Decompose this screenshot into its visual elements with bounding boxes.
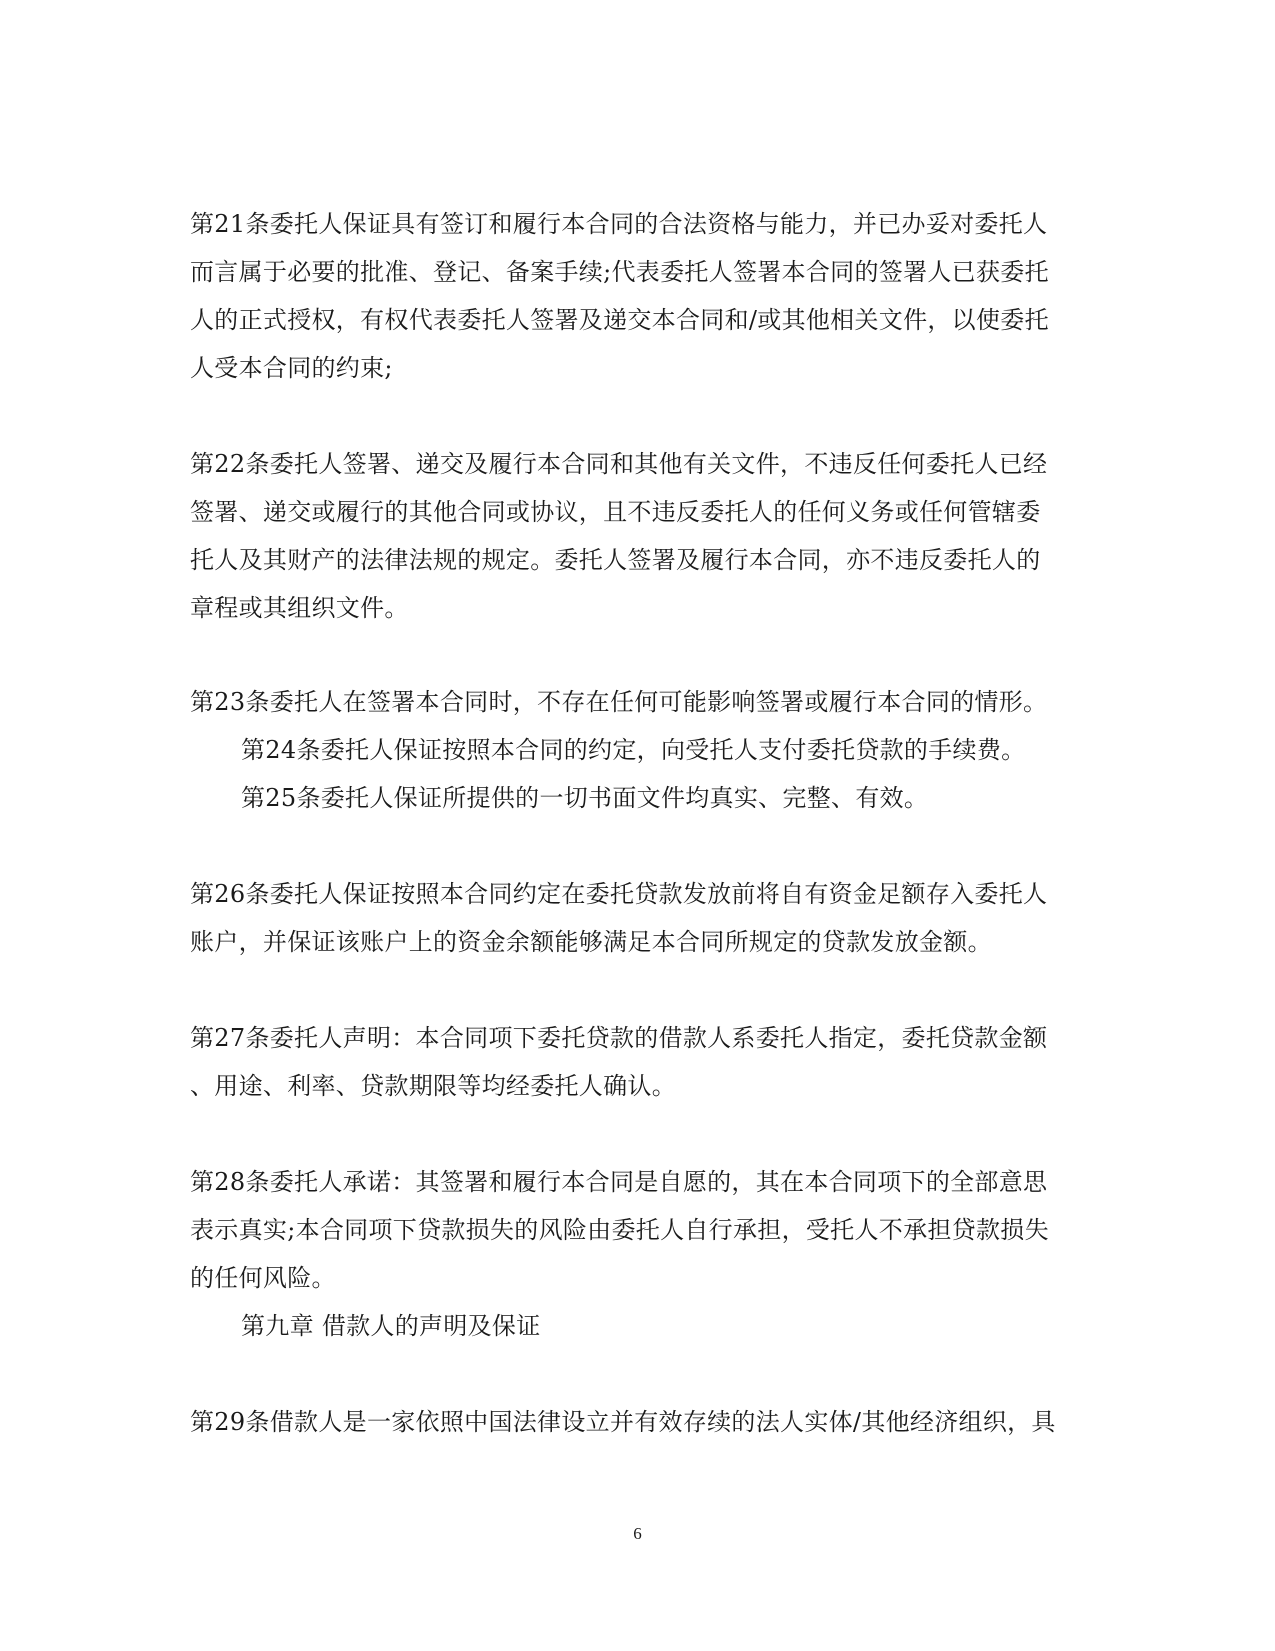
clause-22-line: 第22条委托人签署、递交及履行本合同和其他有关文件，不违反任何委托人已经 — [190, 450, 1048, 478]
clause-26-line: 账户，并保证该账户上的资金余额能够满足本合同所规定的贷款发放金额。 — [190, 928, 992, 956]
chapter-9-heading — [241, 1302, 1121, 1350]
clause-22-line: 签署、递交或履行的其他合同或协议，且不违反委托人的任何义务或任何管辖委 — [190, 498, 1041, 526]
clause-24 — [241, 726, 1121, 774]
chapter-heading-line: 第九章 借款人的声明及保证 — [241, 1312, 541, 1340]
clause-26-line: 第26条委托人保证按照本合同约定在委托贷款发放前将自有资金足额存入委托人 — [190, 880, 1048, 908]
clause-26 — [190, 870, 1070, 966]
clause-23 — [190, 678, 1070, 726]
page-number: 6 — [633, 1524, 642, 1543]
clause-27-line: 第27条委托人声明：本合同项下委托贷款的借款人系委托人指定，委托贷款金额 — [190, 1024, 1048, 1052]
clause-21 — [190, 200, 1070, 392]
clause-29-line: 第29条借款人是一家依照中国法律设立并有效存续的法人实体/其他经济组织，具 — [190, 1408, 1056, 1436]
clause-21-line: 第21条委托人保证具有签订和履行本合同的合法资格与能力，并已办妥对委托人 — [190, 210, 1048, 238]
clause-28-line: 表示真实;本合同项下贷款损失的风险由委托人自行承担，受托人不承担贷款损失 — [190, 1216, 1049, 1244]
clause-21-line: 人受本合同的约束; — [190, 354, 393, 382]
clause-21-line: 而言属于必要的批准、登记、备案手续;代表委托人签署本合同的签署人已获委托 — [190, 258, 1049, 286]
clause-22-line: 章程或其组织文件。 — [190, 594, 409, 622]
clause-28-line: 的任何风险。 — [190, 1264, 336, 1292]
clause-28 — [190, 1158, 1070, 1302]
clause-22 — [190, 440, 1070, 632]
clause-29 — [190, 1398, 1070, 1446]
clause-27 — [190, 1014, 1070, 1110]
clause-24-line: 第24条委托人保证按照本合同的约定，向受托人支付委托贷款的手续费。 — [241, 736, 1026, 764]
clause-27-line: 、用途、利率、贷款期限等均经委托人确认。 — [190, 1072, 676, 1100]
clause-23-line: 第23条委托人在签署本合同时，不存在任何可能影响签署或履行本合同的情形。 — [190, 688, 1048, 716]
clause-22-line: 托人及其财产的法律法规的规定。委托人签署及履行本合同，亦不违反委托人的 — [190, 546, 1041, 574]
clause-25-line: 第25条委托人保证所提供的一切书面文件均真实、完整、有效。 — [241, 784, 929, 812]
clause-25 — [241, 774, 1121, 822]
clause-28-line: 第28条委托人承诺：其签署和履行本合同是自愿的，其在本合同项下的全部意思 — [190, 1168, 1048, 1196]
clause-21-line: 人的正式授权，有权代表委托人签署及递交本合同和/或其他相关文件，以使委托 — [190, 306, 1049, 334]
